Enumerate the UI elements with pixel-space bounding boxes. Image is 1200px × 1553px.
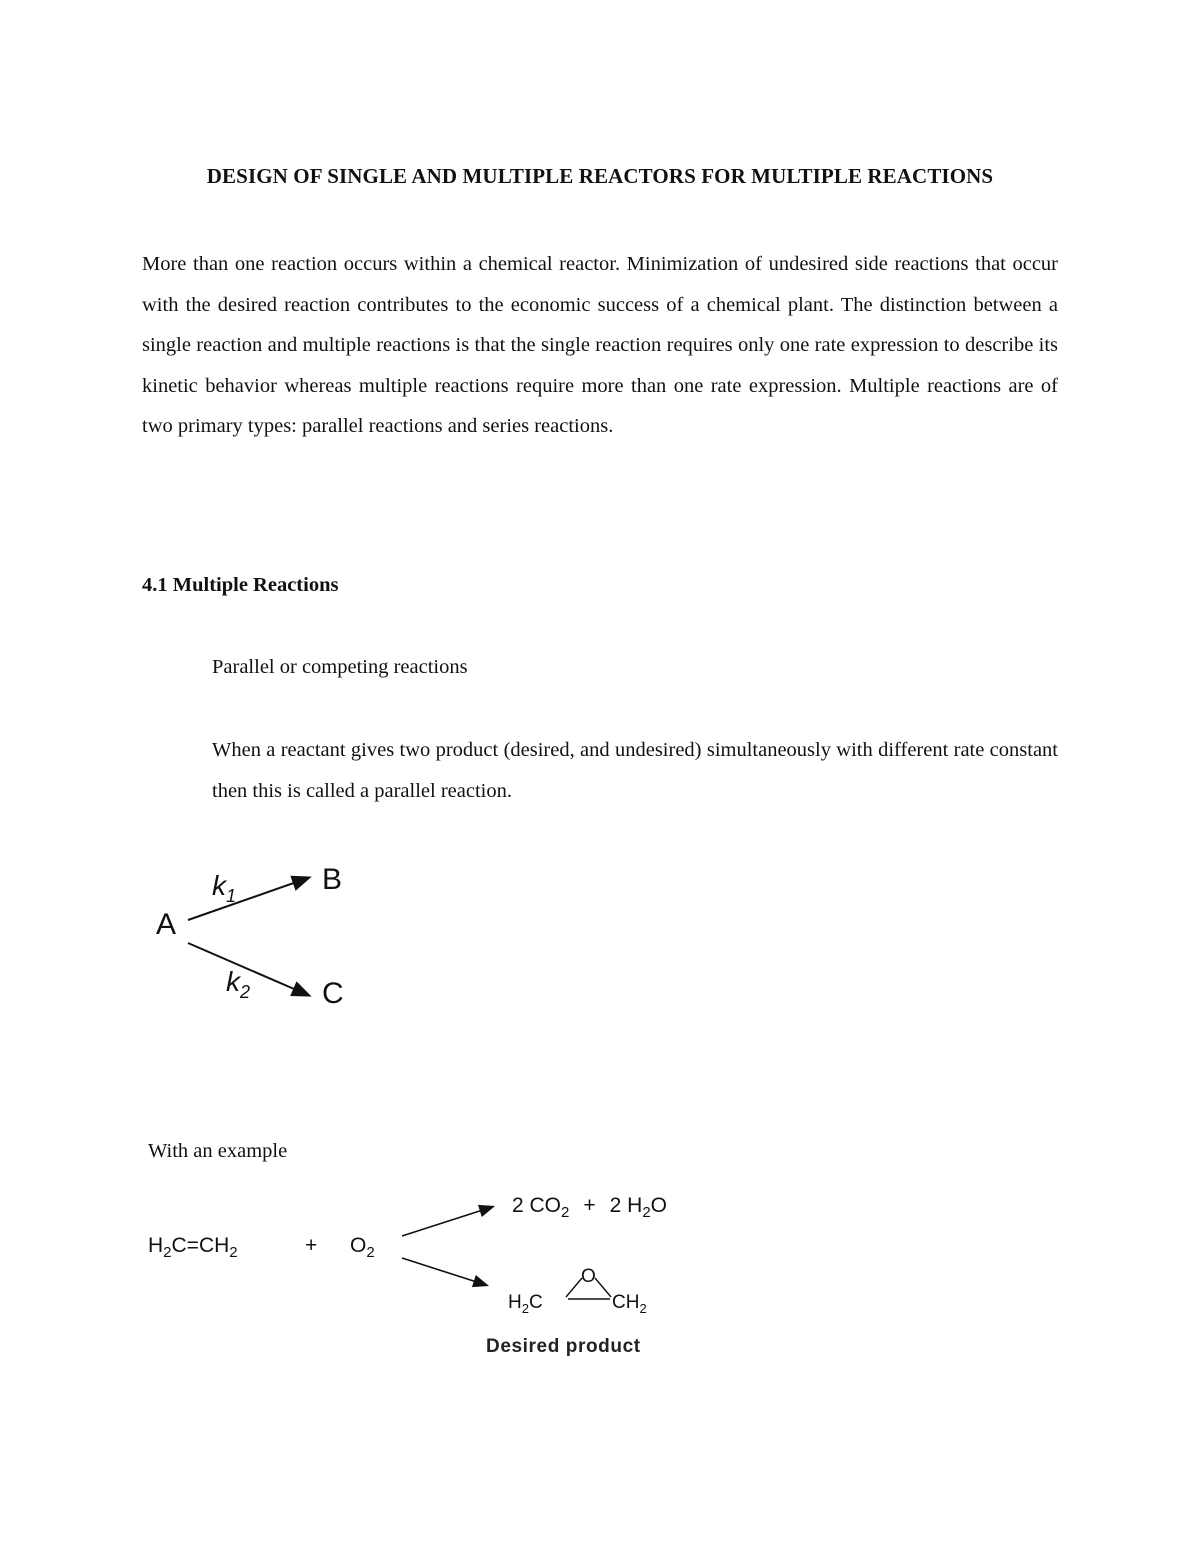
example-label: With an example bbox=[148, 1140, 288, 1162]
product-c: C bbox=[322, 977, 344, 1010]
ethylene-oxidation-diagram bbox=[140, 1180, 760, 1370]
arrow-to-b bbox=[188, 878, 308, 920]
reactant-ethylene: $H_2C=CH_2$ bbox=[148, 1234, 238, 1261]
parallel-reaction-diagram bbox=[150, 855, 380, 1025]
subheading-parallel: Parallel or competing reactions bbox=[212, 656, 468, 678]
epoxide-oxygen: O bbox=[581, 1266, 596, 1287]
epoxide-bond-left bbox=[566, 1278, 582, 1297]
reactant-a: A bbox=[156, 908, 177, 941]
product-combustion: 2 $CO_2 + 2$ $H_2O$ bbox=[512, 1194, 667, 1221]
reactant-oxygen: $O_2$ bbox=[350, 1234, 375, 1261]
epoxide-bond-right bbox=[595, 1278, 611, 1297]
plus-sign: + bbox=[305, 1234, 318, 1257]
document-title: DESIGN OF SINGLE AND MULTIPLE REACTORS FOR MULTIPLE REACTIONS bbox=[206, 164, 994, 188]
epoxide-left-carbon: $H_2C$ bbox=[508, 1292, 543, 1316]
rate-constant-k1: $k_1$ bbox=[212, 870, 237, 906]
section-heading: 4.1 Multiple Reactions bbox=[142, 574, 339, 596]
arrow-to-combustion bbox=[402, 1207, 492, 1236]
arrow-to-epoxide bbox=[402, 1258, 486, 1285]
parallel-definition: When a reactant gives two product (desired, and undesired) simultaneously with different rate constant then this is called a parallel reaction. bbox=[212, 739, 1058, 802]
epoxide-right-carbon: $CH_2$ bbox=[612, 1292, 647, 1316]
rate-constant-k2: $k_2$ bbox=[226, 966, 251, 1002]
product-b: B bbox=[322, 863, 343, 896]
desired-product-label: Desired product bbox=[486, 1336, 641, 1357]
intro-paragraph: More than one reaction occurs within a chemical reactor. Minimization of undesired side reactions that occur with the desired reaction contributes to the economic success of a chemical plant. The distinction between a single reaction and multiple reactions is that the single reaction requires only one rate expression to describe its kinetic behavior whereas multiple reactions require more than one rate expression. Multiple reactions are of two primary types: parallel reactions and series reactions. bbox=[142, 253, 1058, 438]
